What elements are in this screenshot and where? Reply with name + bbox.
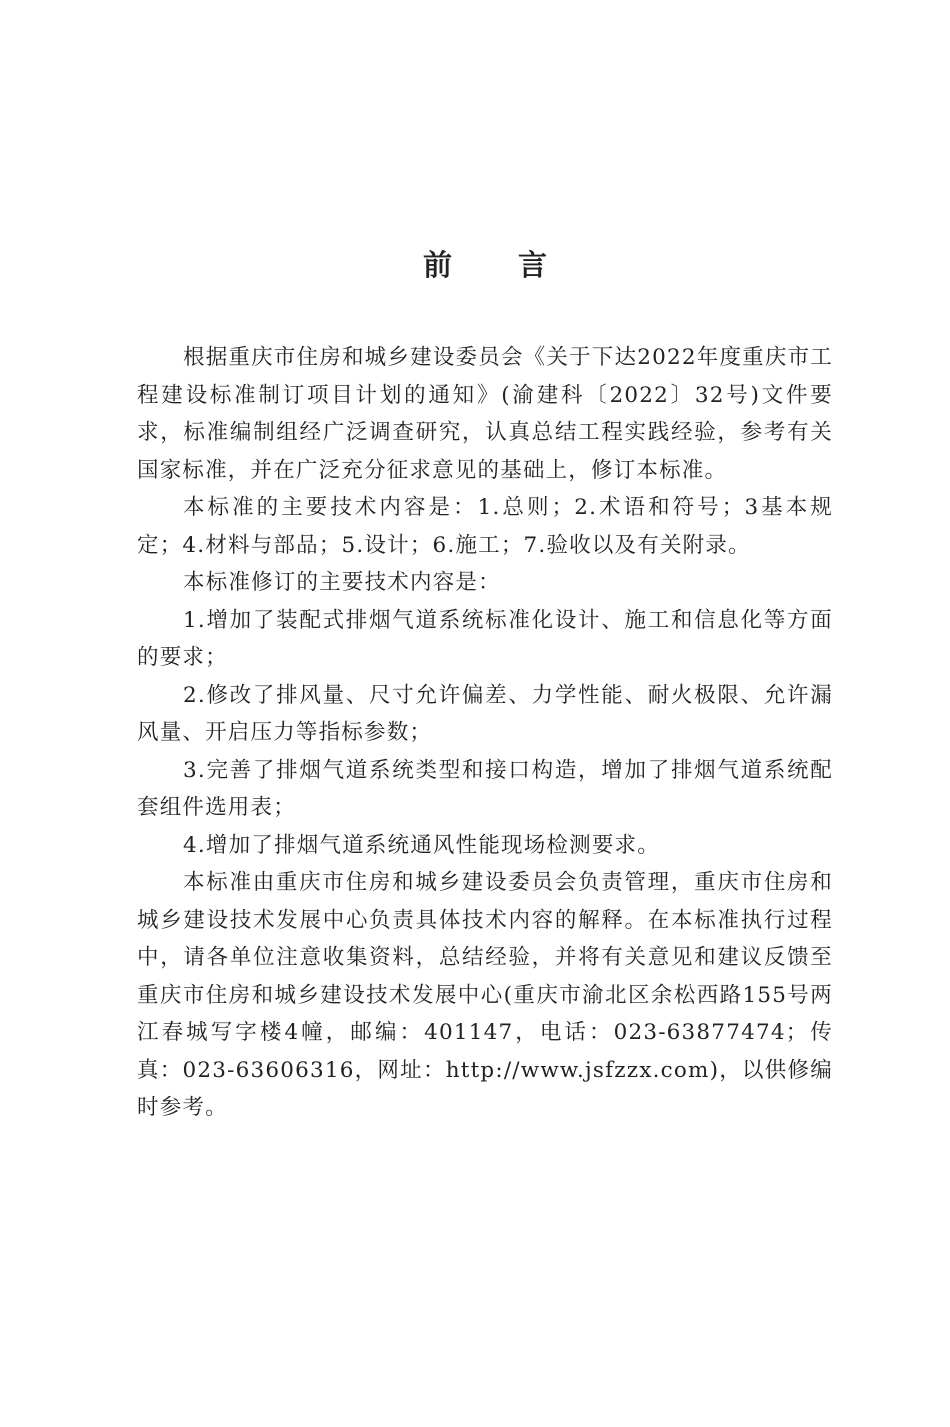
paragraph-revision-item-1: 1.增加了装配式排烟气道系统标准化设计、施工和信息化等方面的要求； — [137, 607, 833, 670]
paragraph-revision-item-4: 4.增加了排烟气道系统通风性能现场检测要求。 — [183, 832, 660, 858]
paragraph-management: 本标准由重庆市住房和城乡建设委员会负责管理，重庆市住房和城乡建设技术发展中心负责具体技术内容的解释。在本标准执行过程中，请各单位注意收集资料，总结经验，并将有关意见和建议反馈至重庆市住房和城乡建设技术发展中心(重庆市渝北区余松西路155号两江春城写字楼4幢，邮编：401147，电话：023-63877474；传真：023-63606316，网址：http://www.jsfzzx.com)，以供修编时参考。 — [137, 870, 833, 1120]
paragraph-revision-intro: 本标准修订的主要技术内容是： — [183, 570, 501, 595]
page-title: 前 言 — [422, 248, 576, 282]
paragraph-main-content: 本标准的主要技术内容是：1.总则；2.术语和符号；3基本规定；4.材料与部品；5.设计；6.施工；7.验收以及有关附录。 — [137, 495, 833, 558]
paragraph-revision-item-3: 3.完善了排烟气道系统类型和接口构造，增加了排烟气道系统配套组件选用表； — [137, 757, 833, 820]
preface-body — [137, 339, 833, 1127]
paragraph-revision-item-2: 2.修改了排风量、尺寸允许偏差、力学性能、耐火极限、允许漏风量、开启压力等指标参数； — [137, 682, 833, 745]
document-page — [137, 0, 833, 1427]
paragraph-basis: 根据重庆市住房和城乡建设委员会《关于下达2022年度重庆市工程建设标准制订项目计划的通知》(渝建科〔2022〕32号)文件要求，标准编制组经广泛调查研究，认真总结工程实践经验，参考有关国家标准，并在广泛充分征求意见的基础上，修订本标准。 — [137, 345, 833, 483]
